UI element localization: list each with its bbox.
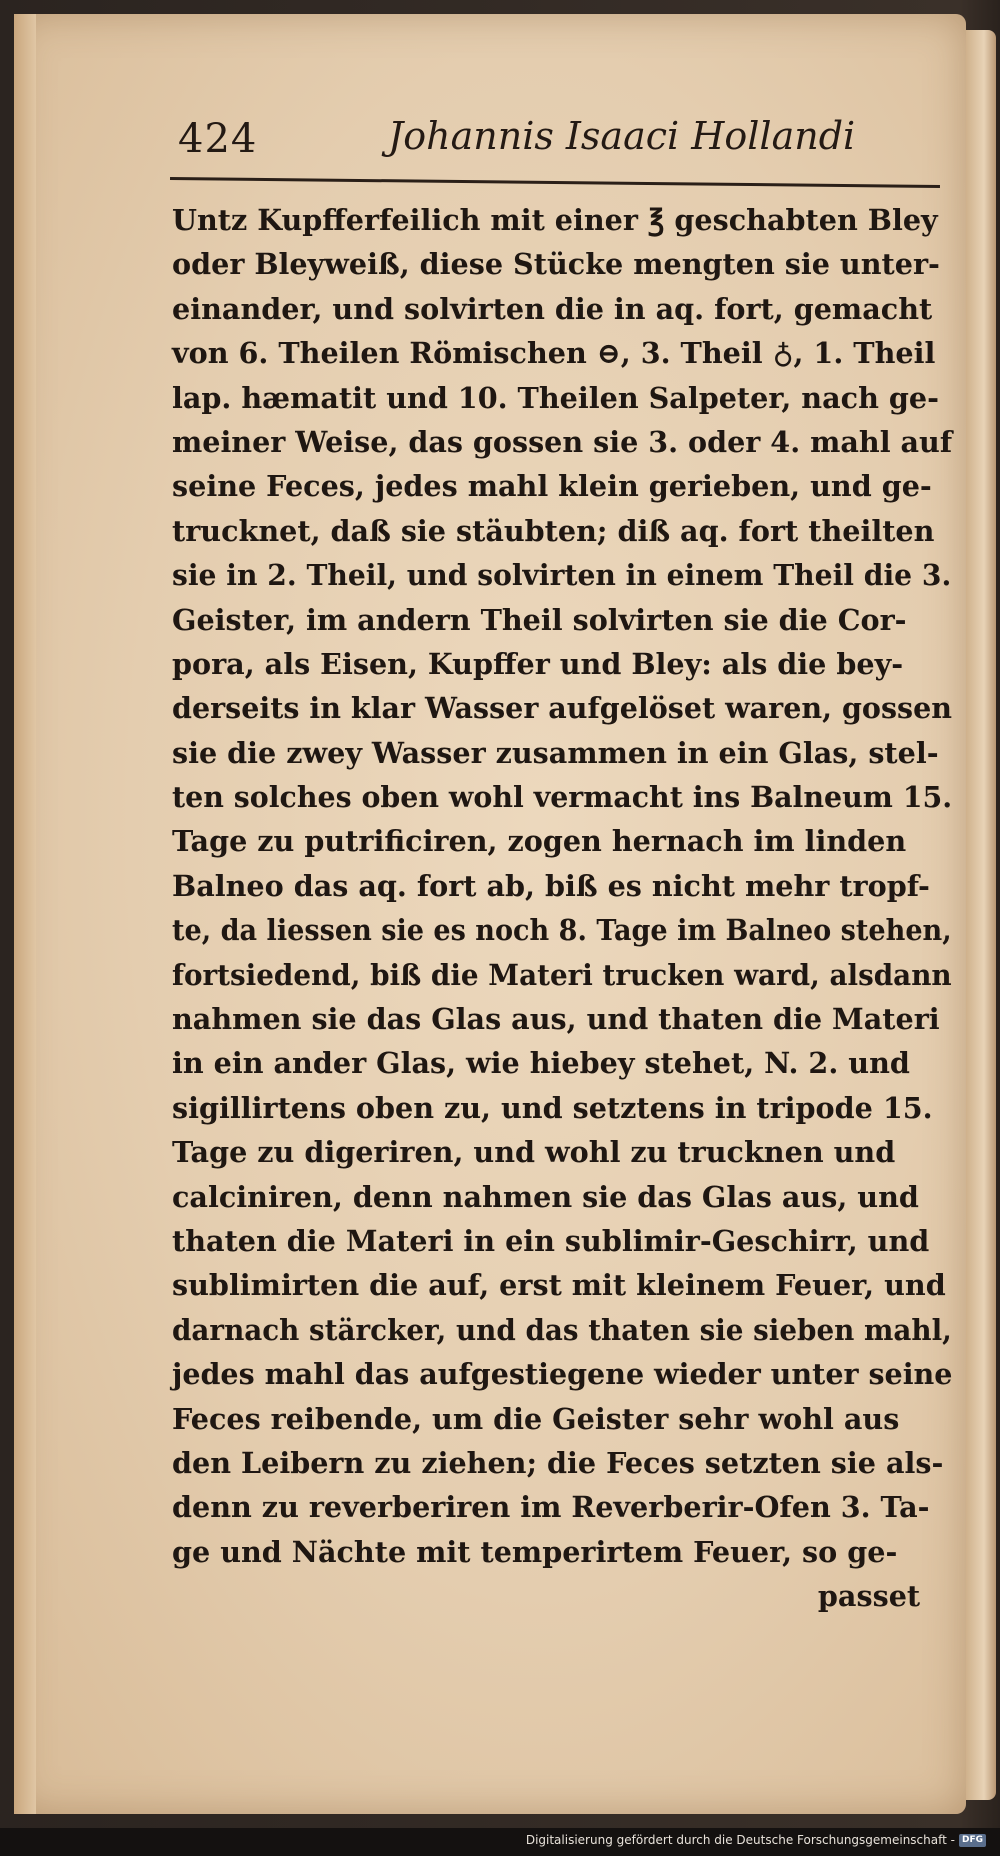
text-line: in ein ander Glas, wie hiebey stehet, N. 2. und [172,1046,910,1081]
page-number: 424 [178,116,258,162]
text-line: Balneo das aq. fort ab, biß es nicht mehr tropf- [172,868,930,903]
text-line: calciniren, denn nahmen sie das Glas aus, und [172,1179,919,1214]
text-line: trucknet, daß sie stäubten; diß aq. fort theilten [172,513,935,548]
page-gutter [14,14,36,1814]
text-line: ten solches oben wohl vermacht ins Balneum 15. [172,780,953,815]
text-line: ge und Nächte mit temperirtem Feuer, so ge- [172,1534,898,1569]
text-line: denn zu reverberiren im Reverberir-Ofen 3. Ta- [172,1490,930,1525]
running-head: Johannis Isaaci Hollandi [388,114,856,158]
text-line: sie die zwey Wasser zusammen in ein Glas, stel- [172,735,939,770]
text-line: Geister, im andern Theil solvirten sie die Cor- [172,602,907,637]
text-line: sie in 2. Theil, und solvirten in einem Theil die 3. [172,558,952,593]
text-line: seine Feces, jedes mahl klein gerieben, und ge- [172,469,932,504]
page-edge [966,30,996,1800]
text-line: meiner Weise, das gossen sie 3. oder 4. mahl auf [172,424,953,459]
text-line: jedes mahl das aufgestiegene wieder unter seine [172,1357,953,1392]
credit-text: Digitalisierung gefördert durch die Deutsche Forschungsgemeinschaft - [525,1833,955,1847]
text-line: einander, und solvirten die in aq. fort, gemacht [172,291,933,326]
dfg-logo: DFG [959,1834,986,1847]
text-line: nahmen sie das Glas aus, und thaten die Materi [172,1002,940,1037]
text-line: lap. hæmatit und 10. Theilen Salpeter, nach ge- [172,380,939,415]
page-header [178,108,938,168]
text-line: sublimirten die auf, erst mit kleinem Feuer, und [172,1268,946,1303]
text-line: Untz Kupfferfeilich mit einer ℥ geschabten Bley [172,203,938,237]
footer-credit [526,1830,986,1850]
text-line: pora, als Eisen, Kupffer und Bley: als die bey- [172,646,904,681]
text-line: derseits in klar Wasser aufgelöset waren, gossen [172,691,953,726]
text-line: darnach stärcker, und das thaten sie sieben mahl, [172,1312,952,1347]
text-line: den Leibern zu ziehen; die Feces setzten sie als- [172,1445,944,1480]
text-line: fortsiedend, biß die Materi trucken ward, alsdann [172,957,952,992]
text-line: Tage zu digeriren, und wohl zu trucknen und [172,1135,896,1170]
text-line: sigillirtens oben zu, und setztens in tripode 15. [172,1090,933,1125]
text-line: Tage zu putrificiren, zogen hernach im linden [172,824,907,859]
catchword: passet [817,1579,921,1614]
text-line: Feces reibende, um die Geister sehr wohl aus [172,1401,900,1436]
text-line: thaten die Materi in ein sublimir-Geschirr, und [172,1223,930,1258]
text-line: oder Bleyweiß, diese Stücke mengten sie unter- [172,247,940,282]
text-line: von 6. Theilen Römischen ⊖, 3. Theil ♁, 1. Theil [172,336,936,371]
body-text [172,198,962,1619]
text-line: te, da liessen sie es noch 8. Tage im Balneo stehen, [172,913,952,948]
